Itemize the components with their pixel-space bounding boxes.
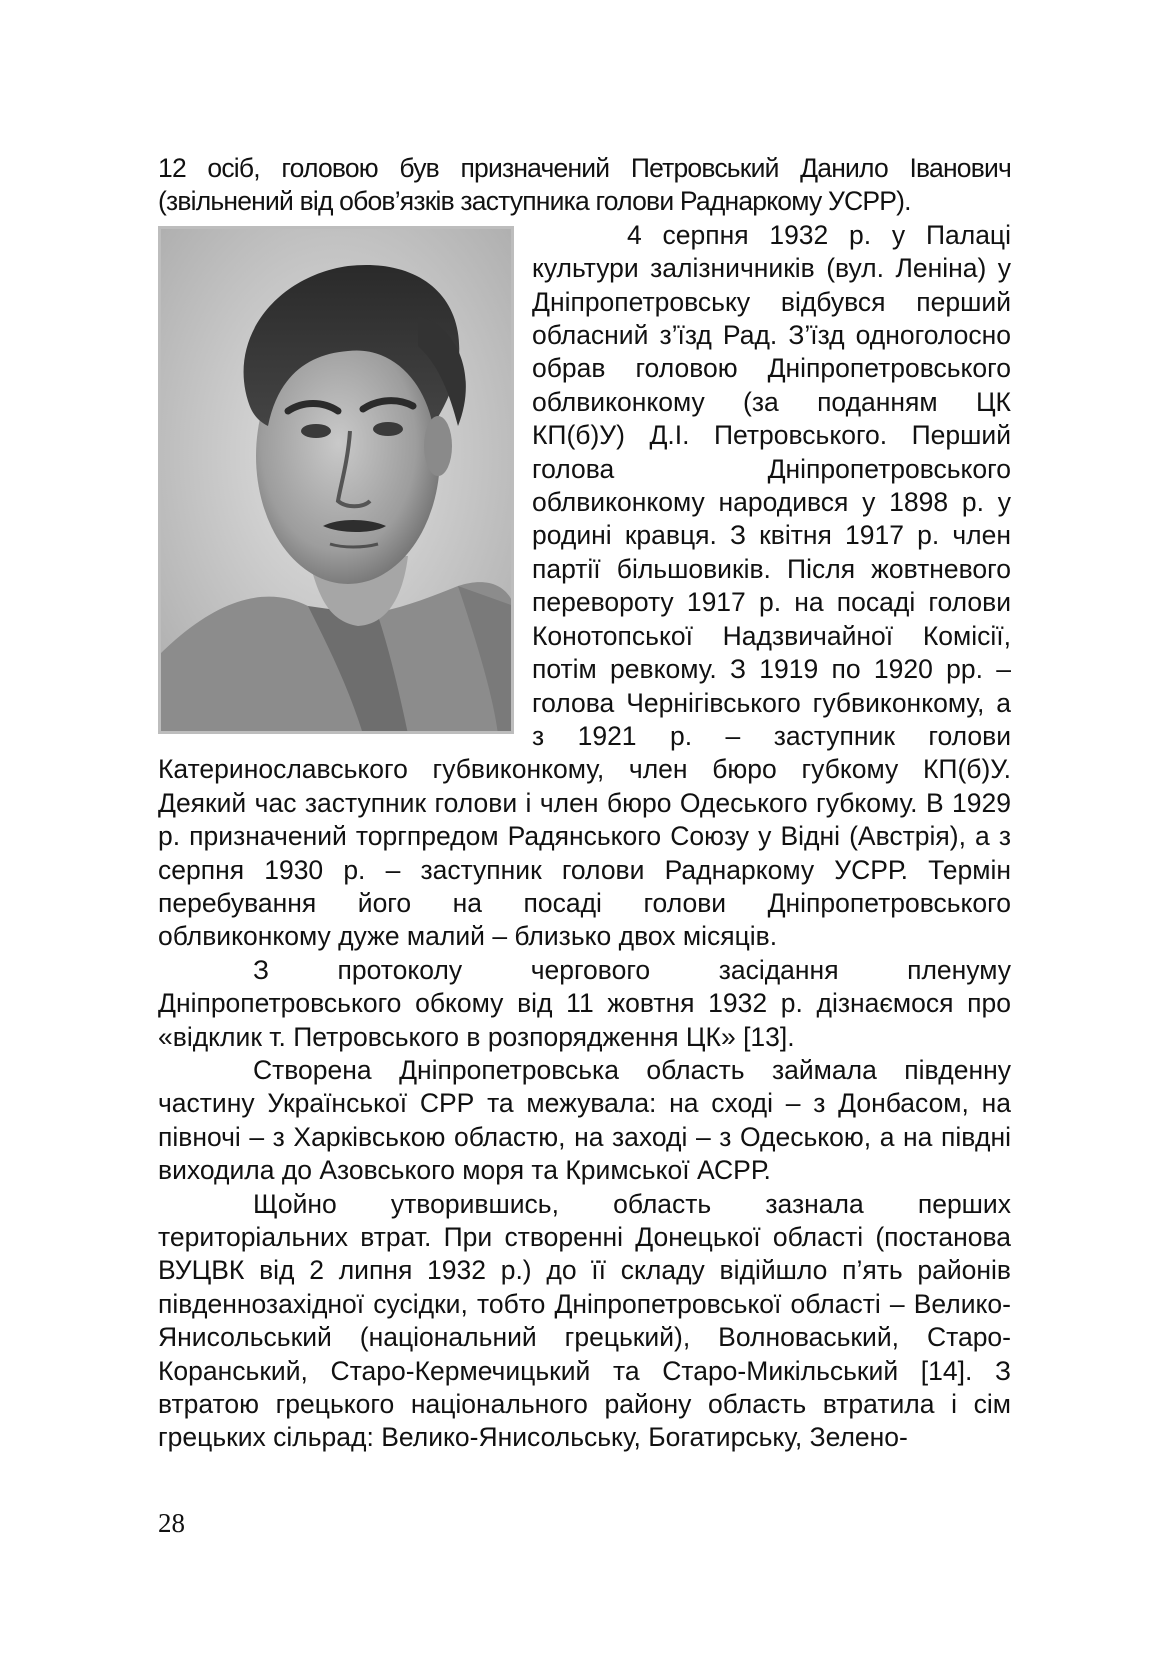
page-number: 28 <box>158 1508 185 1538</box>
paragraph-2: 4 серпня 1932 р. у Палаці культури залізничників (вул. Леніна) у Дніпропетровську відбувся перший обласний з’їзд Рад. З’їзд одноголосно обрав головою Дніпропетровського облвиконкому (за поданням ЦК КП(б)У) Д.І. Петровського. Перший голова Дніпропетровського облвиконкому народився у 1898 р. у родині кравця. З квітня 1917 р. член партії більшовиків. Після жовтневого перевороту 1917 р. на посаді голови Конотопської Надзвичайної Комісії, потім ревкому. З 1919 по 1920 рр. – голова Чернігівського губвиконкому, а з 1921 р. – заступник голови Катеринославського губвиконкому, член бюро губкому КП(б)У. Деякий час заступник голови і член бюро Одеського губкому. В 1929 р. призначений торгпредом Радянського Союзу у Відні (Австрія), а з серпня 1930 р. – заступник голови Раднаркому УСРР. Термін перебування його на посаді голови Дніпропетровського облвиконкому дуже малий – близько двох місяців. <box>158 219 1011 952</box>
paragraph-5: Щойно утворившись, область зазнала перших територіальних втрат. При створенні Донецької області (постанова ВУЦВК від 2 липня 1932 р.) до її складу відійшло п’ять районів південнозахідної сусідки, тобто Дніпропетровської області – Велико-Янисольський (національний грецький), Волноваський, Старо-Коранський, Старо-Кермечицький та Старо-Микільський [14]. З втратою грецького національного району область втратила і сім грецьких сільрад: Велико-Янисольську, Богатирську, Зелено- <box>158 1188 1011 1453</box>
paragraph-4: Створена Дніпропетровська область займала південну частину Української СРР та межувала: на сході – з Донбасом, на півночі – з Харківською областю, на заході – з Одеською, а на півдні виходила до Азовського моря та Кримської АСРР. <box>158 1054 1011 1186</box>
body-text <box>158 152 1011 1455</box>
portrait-photo <box>158 226 514 734</box>
paragraph-1: 12 осіб, головою був призначений Петровський Данило Іванович (звільнений від обов’язків заступника голови Раднаркому УСРР). <box>158 153 1011 217</box>
paragraph-3: З протоколу чергового засідання пленуму Дніпропетровського обкому від 11 жовтня 1932 р. дізнаємося про «відклик т. Петровського в розпорядження ЦК» [13]. <box>158 954 1011 1052</box>
